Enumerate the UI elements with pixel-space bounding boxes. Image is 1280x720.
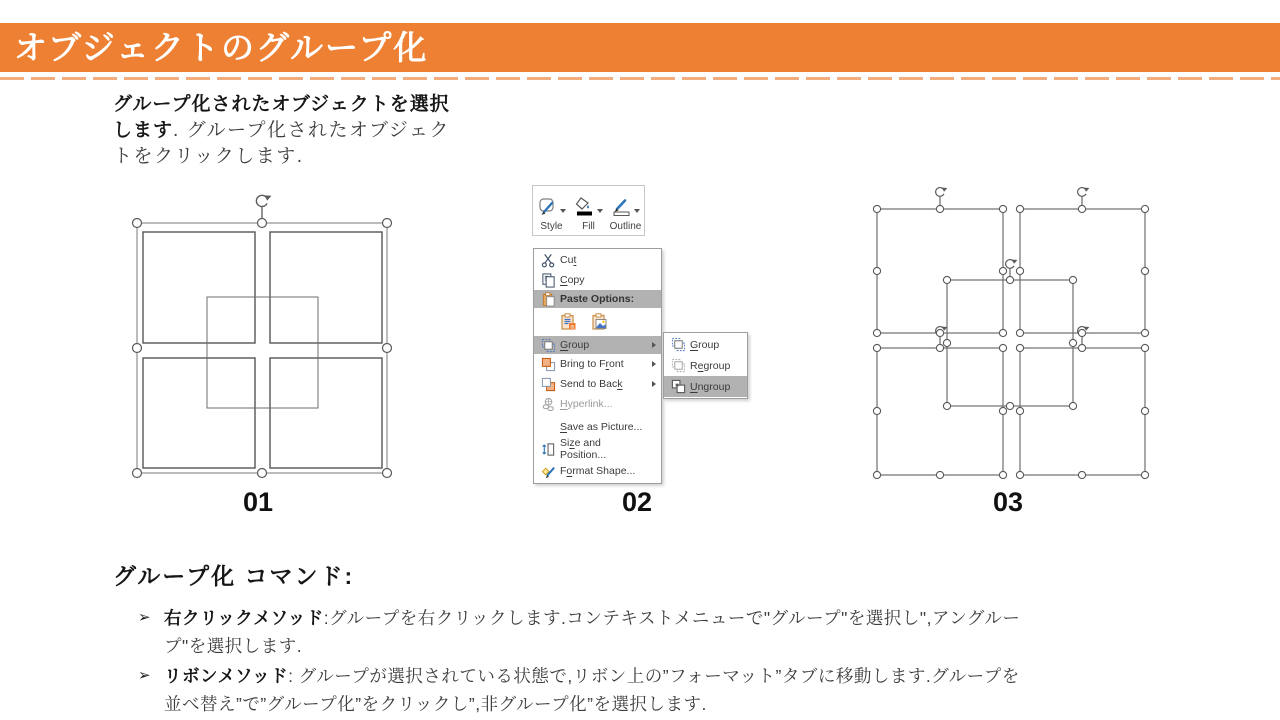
paste-picture-icon: [591, 313, 609, 331]
submenu-group-icon: [671, 337, 686, 352]
style-label: Style: [540, 221, 563, 232]
ungrouped-square-bottom-left: [877, 348, 1003, 475]
square-center: [207, 297, 318, 408]
regroup-icon: [671, 358, 686, 373]
selection-handles[interactable]: [133, 219, 392, 478]
square-bottom-right: [270, 358, 382, 468]
figure2-label: 02: [621, 487, 653, 517]
intro-regular: . グループ化されたオブジェクトをクリックします.: [113, 120, 450, 167]
menu-item-group[interactable]: Group: [534, 336, 661, 354]
commands-list: [138, 604, 1026, 720]
paste-options-icon: [541, 292, 556, 307]
bullet-ribbon-method: ➢ リボンメソッド: グループが選択されている状態で,リボン上の”フォーマット”タブに移動します.グループを並べ替え”で”グループ化”をクリックし”,非グループ化”を選択します.: [138, 662, 1026, 718]
ungrouped-square-top-left: [877, 209, 1003, 333]
grouped-squares: [143, 232, 382, 468]
format-shape-icon: [541, 464, 556, 479]
menu-item-save-as-picture[interactable]: Save as Picture...: [560, 421, 643, 433]
group-submenu-arrow: [652, 342, 656, 348]
menu-item-copy[interactable]: Copy: [534, 270, 661, 290]
intro-bold: グループ化されたオブジェクトを選択します: [113, 94, 450, 141]
bring-to-front-submenu-arrow: [652, 361, 656, 367]
selection-handles[interactable]: [873, 205, 1148, 478]
menu-item-paste-options: Paste Options:: [534, 290, 661, 308]
menu-item-cut[interactable]: Cut: [534, 250, 661, 270]
bullet-arrow-icon: ➢: [138, 609, 152, 626]
menu-item-send-to-back[interactable]: Send to Back: [534, 374, 661, 394]
figure1-label: 01: [242, 487, 274, 517]
submenu-item-group[interactable]: Group: [664, 334, 747, 355]
menu-item-format-shape[interactable]: Format Shape...: [534, 460, 661, 482]
send-to-back-submenu-arrow: [652, 381, 656, 387]
fill-label: Fill: [582, 221, 595, 232]
ungrouped-square-center: [947, 280, 1073, 406]
copy-icon: [541, 273, 556, 288]
outline-dropdown-caret[interactable]: [634, 209, 640, 213]
square-top-left: [143, 232, 255, 343]
context-menu: [533, 248, 662, 484]
paste-picture-button[interactable]: [589, 311, 611, 333]
square-bottom-left: [143, 358, 255, 468]
submenu-item-regroup[interactable]: Regroup: [664, 355, 747, 376]
outline-label: Outline: [609, 221, 642, 232]
fill-dropdown-caret[interactable]: [597, 209, 603, 213]
rotation-handles[interactable]: [936, 188, 1090, 349]
hyperlink-icon: [541, 397, 556, 412]
mini-toolbar: [532, 185, 645, 236]
square-top-right: [270, 232, 382, 343]
figure-ungrouped-objects: [863, 176, 1159, 488]
svg-text:a: a: [570, 323, 575, 331]
paste-keep-formatting-icon: [560, 313, 578, 331]
paste-keep-formatting-button[interactable]: [558, 311, 580, 333]
menu-item-size-and-position[interactable]: Size and Position...: [534, 438, 661, 460]
figure-grouped-object: [127, 183, 397, 483]
submenu-item-ungroup[interactable]: Ungroup: [664, 376, 747, 397]
ungrouped-square-top-right: [1020, 209, 1145, 333]
cut-icon: [541, 253, 556, 268]
fill-icon: [575, 197, 595, 217]
send-to-back-icon: [541, 377, 556, 392]
outline-icon: [612, 197, 632, 217]
fill-button[interactable]: [570, 186, 607, 235]
group-submenu: [663, 332, 748, 399]
style-dropdown-caret[interactable]: [560, 209, 566, 213]
ungrouped-square-bottom-right: [1020, 348, 1145, 475]
ungroup-icon: [671, 379, 686, 394]
menu-item-hyperlink: Hyperlink...: [534, 394, 661, 414]
title-underline-dashes: [0, 77, 1280, 80]
style-icon: [538, 197, 558, 217]
outline-button[interactable]: [607, 186, 644, 235]
bullet-right-click-method: ➢ 右クリックメソッド:グループを右クリックします.コンテキストメニューで"グループ"を選択し",アングループ"を選択します.: [138, 604, 1026, 660]
intro-text: [113, 92, 467, 170]
paste-options-buttons: [534, 308, 661, 336]
title-bar: [0, 23, 1280, 72]
style-button[interactable]: [533, 186, 570, 235]
commands-heading: グループ化 コマンド:: [113, 563, 355, 589]
bullet-arrow-icon: ➢: [138, 667, 152, 684]
group-icon: [541, 338, 556, 353]
figure3-label: 03: [992, 487, 1024, 517]
page-title: オブジェクトのグループ化: [14, 29, 429, 66]
size-and-position-icon: [541, 442, 556, 457]
group-selection-box: [137, 223, 387, 473]
bring-to-front-icon: [541, 357, 556, 372]
menu-item-bring-to-front[interactable]: Bring to Front: [534, 354, 661, 374]
